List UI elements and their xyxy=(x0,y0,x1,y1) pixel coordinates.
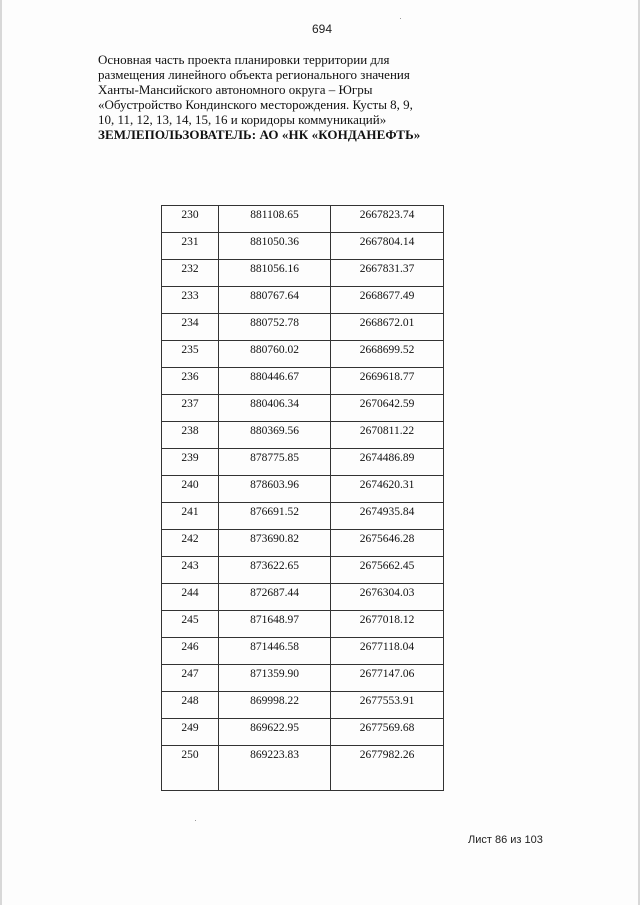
table-row xyxy=(162,206,444,233)
point-number-cell xyxy=(162,206,219,233)
point-number-cell xyxy=(162,260,219,287)
cell-value: 2676304.03 xyxy=(359,587,415,599)
table-row xyxy=(162,665,444,692)
cell-value: 231 xyxy=(181,236,199,248)
cell-value: 880446.67 xyxy=(250,371,299,383)
x-coordinate-cell xyxy=(219,233,331,260)
y-coordinate-cell xyxy=(331,368,444,395)
cell-value: 247 xyxy=(181,668,199,680)
y-coordinate-cell xyxy=(331,449,444,476)
table-row xyxy=(162,449,444,476)
y-coordinate-cell xyxy=(331,719,444,746)
cell-value: 881050.36 xyxy=(250,236,299,248)
cell-value: 240 xyxy=(181,479,199,491)
point-number-cell xyxy=(162,368,219,395)
y-coordinate-cell xyxy=(331,314,444,341)
cell-value: 869998.22 xyxy=(250,695,299,707)
y-coordinate-cell xyxy=(331,665,444,692)
cell-value: 2675646.28 xyxy=(359,533,415,545)
point-number-cell xyxy=(162,449,219,476)
y-coordinate-cell xyxy=(331,260,444,287)
cell-value: 2677553.91 xyxy=(359,695,415,707)
cell-value: 871359.90 xyxy=(250,668,299,680)
cell-value: 869622.95 xyxy=(250,722,299,734)
cell-value: 235 xyxy=(181,344,199,356)
cell-value: 878775.85 xyxy=(250,452,299,464)
point-number-cell xyxy=(162,692,219,719)
y-coordinate-cell xyxy=(331,611,444,638)
y-coordinate-cell xyxy=(331,395,444,422)
point-number-cell xyxy=(162,719,219,746)
cell-value: 881056.16 xyxy=(250,263,299,275)
table-row xyxy=(162,368,444,395)
x-coordinate-cell xyxy=(219,584,331,611)
cell-value: 238 xyxy=(181,425,199,437)
x-coordinate-cell xyxy=(219,719,331,746)
x-coordinate-cell xyxy=(219,530,331,557)
y-coordinate-cell xyxy=(331,503,444,530)
cell-value: 880760.02 xyxy=(250,344,299,356)
cell-value: 880767.64 xyxy=(250,290,299,302)
y-coordinate-cell xyxy=(331,557,444,584)
point-number-cell xyxy=(162,557,219,584)
sheet-number: Лист 86 из 103 xyxy=(468,834,543,846)
point-number-cell xyxy=(162,422,219,449)
cell-value: 2669618.77 xyxy=(359,371,415,383)
point-number-cell xyxy=(162,584,219,611)
cell-value: 241 xyxy=(181,506,199,518)
cell-value: 2668672.01 xyxy=(359,317,415,329)
heading-line: Ханты-Мансийского автономного округа – Югры xyxy=(98,82,373,97)
point-number-cell xyxy=(162,314,219,341)
point-number-cell xyxy=(162,395,219,422)
cell-value: 869223.83 xyxy=(250,749,299,761)
x-coordinate-cell xyxy=(219,260,331,287)
cell-value: 2674935.84 xyxy=(359,506,415,518)
table-row xyxy=(162,395,444,422)
point-number-cell xyxy=(162,287,219,314)
cell-value: 2677147.06 xyxy=(359,668,415,680)
table-row xyxy=(162,638,444,665)
heading-line: Основная часть проекта планировки территории для xyxy=(98,52,390,67)
point-number-cell xyxy=(162,476,219,503)
y-coordinate-cell xyxy=(331,233,444,260)
x-coordinate-cell xyxy=(219,368,331,395)
y-coordinate-cell xyxy=(331,584,444,611)
point-number-cell xyxy=(162,746,219,791)
table-row xyxy=(162,314,444,341)
cell-value: 2670642.59 xyxy=(359,398,415,410)
cell-value: 2675662.45 xyxy=(359,560,415,572)
cell-value: 878603.96 xyxy=(250,479,299,491)
x-coordinate-cell xyxy=(219,638,331,665)
cell-value: 233 xyxy=(181,290,199,302)
cell-value: 880406.34 xyxy=(250,398,299,410)
x-coordinate-cell xyxy=(219,692,331,719)
table-row xyxy=(162,233,444,260)
cell-value: 2677018.12 xyxy=(359,614,415,626)
table-row xyxy=(162,692,444,719)
y-coordinate-cell xyxy=(331,206,444,233)
x-coordinate-cell xyxy=(219,476,331,503)
scan-speck xyxy=(195,820,196,821)
x-coordinate-cell xyxy=(219,503,331,530)
cell-value: 2677982.26 xyxy=(359,749,415,761)
heading-line: 10, 11, 12, 13, 14, 15, 16 и коридоры коммуникаций» xyxy=(98,112,387,127)
table-row xyxy=(162,287,444,314)
x-coordinate-cell xyxy=(219,314,331,341)
y-coordinate-cell xyxy=(331,476,444,503)
x-coordinate-cell xyxy=(219,422,331,449)
point-number-cell xyxy=(162,665,219,692)
scan-speck xyxy=(400,18,401,19)
cell-value: 880752.78 xyxy=(250,317,299,329)
table-row xyxy=(162,719,444,746)
table-row xyxy=(162,530,444,557)
cell-value: 244 xyxy=(181,587,199,599)
cell-value: 2667823.74 xyxy=(359,209,415,221)
cell-value: 871446.58 xyxy=(250,641,299,653)
cell-value: 2668677.49 xyxy=(359,290,415,302)
cell-value: 242 xyxy=(181,533,199,545)
cell-value: 873622.65 xyxy=(250,560,299,572)
coordinates-table xyxy=(161,205,444,791)
coordinates-table-body xyxy=(162,206,444,791)
table-row xyxy=(162,584,444,611)
x-coordinate-cell xyxy=(219,557,331,584)
cell-value: 872687.44 xyxy=(250,587,299,599)
cell-value: 876691.52 xyxy=(250,506,299,518)
point-number-cell xyxy=(162,530,219,557)
point-number-cell xyxy=(162,341,219,368)
x-coordinate-cell xyxy=(219,206,331,233)
x-coordinate-cell xyxy=(219,341,331,368)
x-coordinate-cell xyxy=(219,287,331,314)
cell-value: 250 xyxy=(181,749,199,761)
cell-value: 248 xyxy=(181,695,199,707)
y-coordinate-cell xyxy=(331,746,444,791)
cell-value: 2674620.31 xyxy=(359,479,415,491)
cell-value: 249 xyxy=(181,722,199,734)
y-coordinate-cell xyxy=(331,638,444,665)
cell-value: 243 xyxy=(181,560,199,572)
heading-line: размещения линейного объекта регионального значения xyxy=(98,67,410,82)
cell-value: 2667831.37 xyxy=(359,263,415,275)
cell-value: 232 xyxy=(181,263,199,275)
cell-value: 2674486.89 xyxy=(359,452,415,464)
cell-value: 246 xyxy=(181,641,199,653)
document-heading xyxy=(98,52,458,142)
cell-value: 873690.82 xyxy=(250,533,299,545)
cell-value: 2677569.68 xyxy=(359,722,415,734)
heading-line: «Обустройство Кондинского месторождения. Кусты 8, 9, xyxy=(98,97,413,112)
table-row xyxy=(162,611,444,638)
x-coordinate-cell xyxy=(219,665,331,692)
land-user-line: ЗЕМЛЕПОЛЬЗОВАТЕЛЬ: АО «НК «КОНДАНЕФТЬ» xyxy=(98,127,421,142)
x-coordinate-cell xyxy=(219,746,331,791)
point-number-cell xyxy=(162,503,219,530)
cell-value: 236 xyxy=(181,371,199,383)
table-row xyxy=(162,746,444,791)
table-row xyxy=(162,557,444,584)
cell-value: 881108.65 xyxy=(250,209,299,221)
cell-value: 234 xyxy=(181,317,199,329)
cell-value: 237 xyxy=(181,398,199,410)
point-number-cell xyxy=(162,611,219,638)
y-coordinate-cell xyxy=(331,287,444,314)
y-coordinate-cell xyxy=(331,692,444,719)
table-row xyxy=(162,476,444,503)
cell-value: 2670811.22 xyxy=(359,425,415,437)
y-coordinate-cell xyxy=(331,422,444,449)
cell-value: 245 xyxy=(181,614,199,626)
table-row xyxy=(162,341,444,368)
cell-value: 2668699.52 xyxy=(359,344,415,356)
y-coordinate-cell xyxy=(331,530,444,557)
point-number-cell xyxy=(162,638,219,665)
point-number-cell xyxy=(162,233,219,260)
x-coordinate-cell xyxy=(219,611,331,638)
x-coordinate-cell xyxy=(219,449,331,476)
cell-value: 230 xyxy=(181,209,199,221)
x-coordinate-cell xyxy=(219,395,331,422)
y-coordinate-cell xyxy=(331,341,444,368)
cell-value: 239 xyxy=(181,452,199,464)
cell-value: 2667804.14 xyxy=(359,236,415,248)
cell-value: 880369.56 xyxy=(250,425,299,437)
table-row xyxy=(162,260,444,287)
cell-value: 2677118.04 xyxy=(359,641,415,653)
cell-value: 871648.97 xyxy=(250,614,299,626)
table-row xyxy=(162,422,444,449)
table-row xyxy=(162,503,444,530)
page-number: 694 xyxy=(311,22,333,36)
